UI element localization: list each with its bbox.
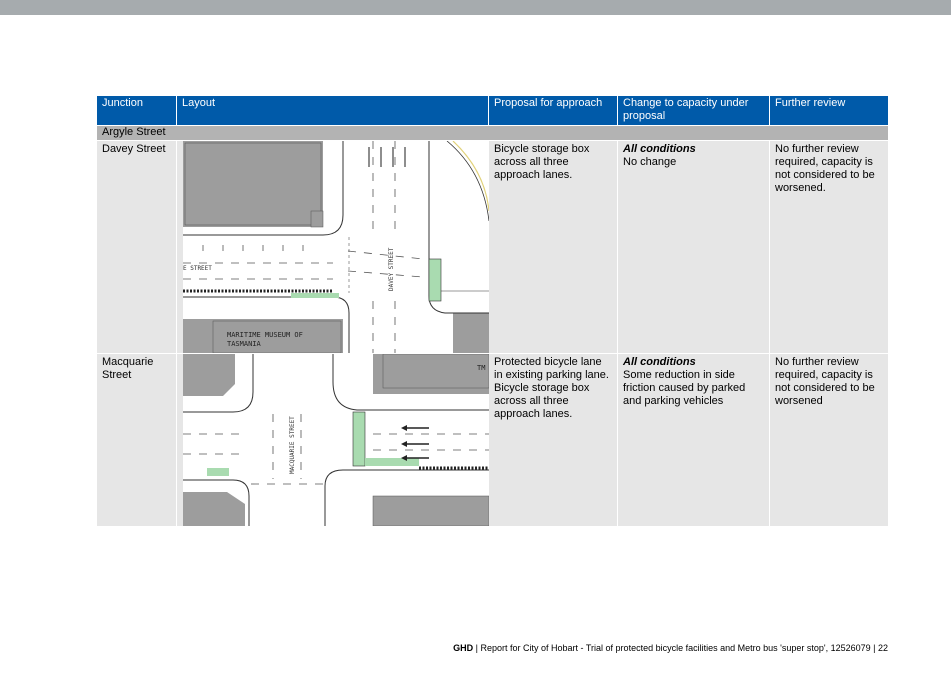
map-label-street-cross: MACQUARIE STREET bbox=[289, 416, 296, 474]
map-label-corner: TM bbox=[477, 364, 486, 372]
map-label-building-2: TASMANIA bbox=[227, 340, 261, 348]
capacity-condition-text: No change bbox=[623, 156, 677, 168]
junction-cell: Davey Street bbox=[97, 141, 177, 354]
table-header-row bbox=[97, 96, 889, 126]
header-review: Further review bbox=[770, 96, 889, 126]
capacity-condition-text: Some reduction in side friction caused by parked and parking vehicles bbox=[623, 369, 746, 407]
review-cell: No further review required, capacity is not considered to be worsened. bbox=[770, 141, 889, 354]
capacity-condition-title: All conditions bbox=[623, 356, 696, 368]
davey-street-layout-map bbox=[183, 141, 489, 353]
capacity-cell bbox=[618, 354, 770, 527]
table-row bbox=[97, 354, 889, 527]
header-proposal: Proposal for approach bbox=[489, 96, 618, 126]
layout-cell bbox=[177, 354, 489, 527]
header-layout: Layout bbox=[177, 96, 489, 126]
section-row bbox=[97, 126, 889, 141]
map-label-street-left: E STREET bbox=[183, 265, 212, 272]
proposal-cell: Protected bicycle lane in existing parking lane. Bicycle storage box across all three approach lanes. bbox=[489, 354, 618, 527]
table-row bbox=[97, 141, 889, 354]
header-junction: Junction bbox=[97, 96, 177, 126]
capacity-condition-title: All conditions bbox=[623, 143, 696, 155]
footer-brand: GHD bbox=[453, 643, 474, 653]
capacity-cell bbox=[618, 141, 770, 354]
map-label-building-1: MARITIME MUSEUM OF bbox=[227, 331, 303, 339]
top-bar bbox=[0, 0, 951, 15]
page-footer bbox=[453, 643, 888, 653]
layout-cell bbox=[177, 141, 489, 354]
proposal-cell: Bicycle storage box across all three approach lanes. bbox=[489, 141, 618, 354]
review-cell: No further review required, capacity is not considered to be worsened bbox=[770, 354, 889, 527]
map-label-street-cross: DAVEY STREET bbox=[388, 247, 395, 291]
footer-text: | Report for City of Hobart - Trial of protected bicycle facilities and Metro bus 'super stop', 12526079 | 22 bbox=[473, 643, 888, 653]
section-label: Argyle Street bbox=[97, 126, 889, 141]
junction-review-table bbox=[96, 95, 889, 527]
macquarie-street-layout-map bbox=[183, 354, 489, 526]
header-capacity: Change to capacity under proposal bbox=[618, 96, 770, 126]
junction-cell: Macquarie Street bbox=[97, 354, 177, 527]
